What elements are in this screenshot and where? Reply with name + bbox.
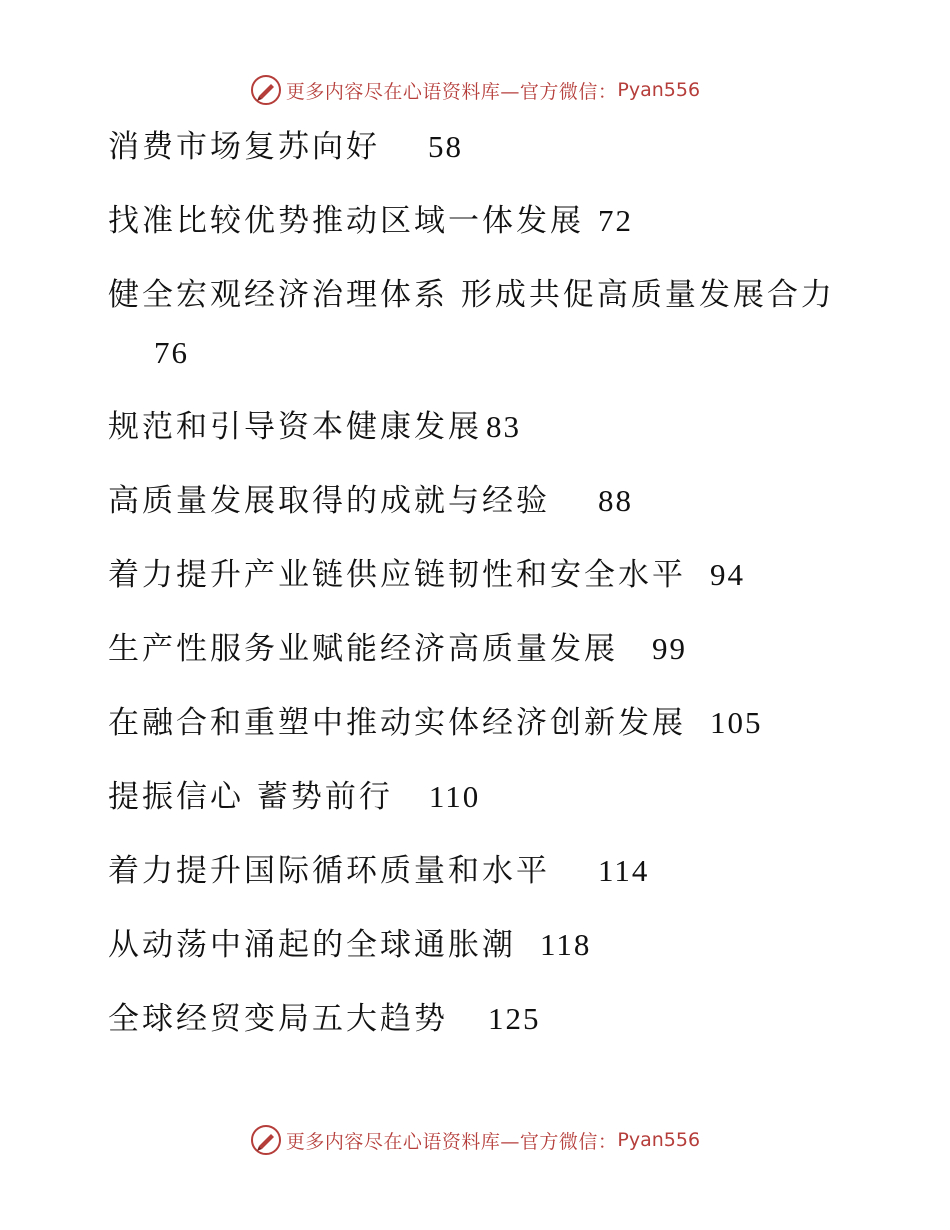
watermark-handle: Pyan556 [617, 79, 701, 101]
toc-title: 着力提升产业链供应链韧性和安全水平 [108, 557, 686, 593]
toc-page-number: 125 [488, 1001, 541, 1036]
toc-entry [108, 925, 591, 965]
pen-logo-icon [250, 1124, 282, 1156]
toc-entry [108, 481, 633, 521]
toc-entry [108, 127, 463, 167]
header-watermark [0, 70, 950, 110]
toc-entry [108, 555, 745, 595]
toc-page-number: 88 [598, 483, 633, 518]
toc-page-number: 118 [540, 927, 592, 962]
toc-page-number: 114 [598, 853, 650, 888]
toc-title: 消费市场复苏向好 [108, 129, 380, 165]
toc-entry [108, 999, 541, 1039]
toc-title: 规范和引导资本健康发展 [108, 409, 482, 445]
toc-title: 高质量发展取得的成就与经验 [108, 483, 550, 519]
toc-title: 找准比较优势推动区域一体发展 [108, 203, 584, 239]
toc-entry [108, 703, 763, 743]
toc-title: 生产性服务业赋能经济高质量发展 [108, 631, 618, 667]
watermark-handle: Pyan556 [617, 1129, 701, 1151]
toc-entry [108, 275, 835, 315]
toc-title: 提振信心 蓄势前行 [108, 779, 393, 815]
footer-watermark [0, 1120, 950, 1160]
toc-page-number: 72 [598, 203, 633, 238]
toc-title: 从动荡中涌起的全球通胀潮 [108, 927, 516, 963]
toc-title: 在融合和重塑中推动实体经济创新发展 [108, 705, 686, 741]
toc-title: 全球经贸变局五大趋势 [108, 1001, 448, 1037]
toc-page-number: 83 [486, 409, 521, 444]
watermark-text: 更多内容尽在心语资料库—官方微信： [285, 1130, 618, 1153]
toc-page-number: 94 [710, 557, 745, 592]
toc-title: 健全宏观经济治理体系 形成共促高质量发展合力 [108, 277, 835, 313]
toc-page-number: 110 [428, 779, 481, 814]
toc-page-number: 99 [652, 631, 687, 666]
pen-logo-icon [250, 74, 282, 106]
toc-entry [108, 201, 633, 241]
toc-entry [108, 407, 521, 447]
toc-page-number: 105 [710, 705, 763, 740]
toc-page-number: 76 [154, 335, 189, 370]
toc-page-number: 58 [428, 129, 463, 164]
watermark-text: 更多内容尽在心语资料库—官方微信： [285, 80, 618, 103]
toc-entry [108, 851, 649, 891]
toc-title: 着力提升国际循环质量和水平 [108, 853, 550, 889]
toc-entry [108, 629, 687, 669]
toc-entry [108, 777, 480, 817]
